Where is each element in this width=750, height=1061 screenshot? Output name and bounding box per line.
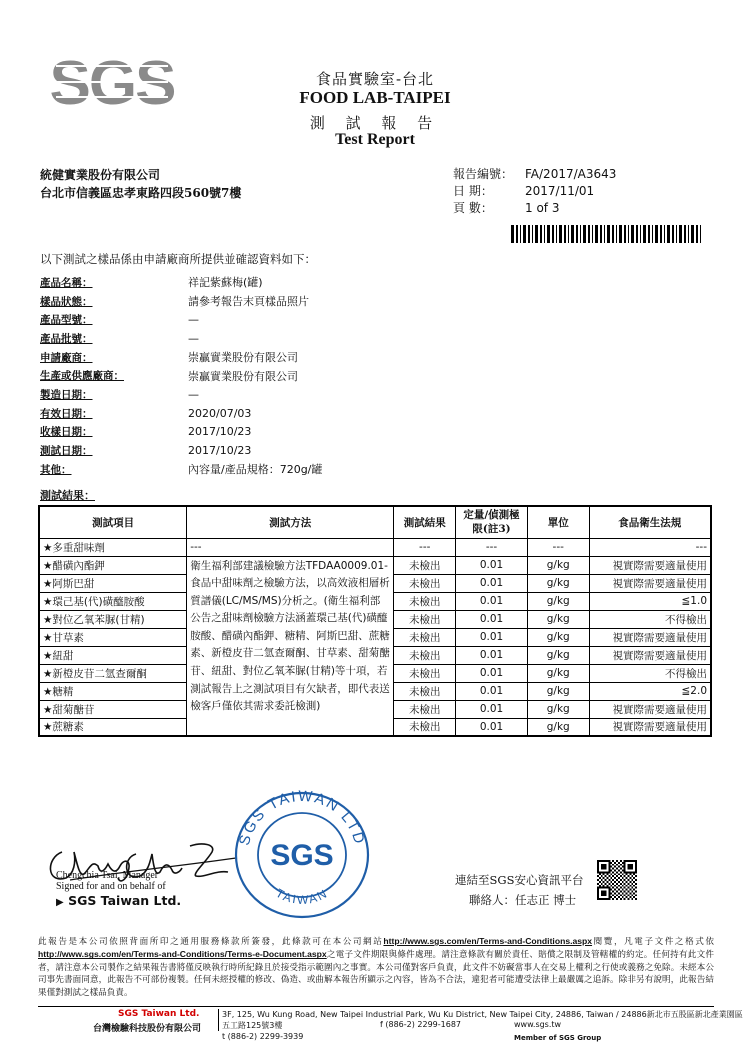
results-label: 測試結果： bbox=[40, 489, 95, 502]
report-title-zh: 測 試 報 告 bbox=[309, 114, 441, 132]
meta-key: 日 期： bbox=[453, 184, 493, 198]
footer-separator bbox=[218, 1009, 219, 1031]
info-key: 樣品狀態： bbox=[40, 295, 93, 308]
cell-item: ★甘草素 bbox=[39, 628, 187, 646]
report-meta bbox=[453, 166, 616, 217]
sgs-taiwan-stamp bbox=[226, 783, 376, 923]
info-value: 2017/10/23 bbox=[188, 444, 252, 458]
cell-item: ★對位乙氧苯脲(甘精) bbox=[39, 610, 187, 628]
cell-loq: --- bbox=[456, 538, 528, 556]
info-value: 請參考報告末頁樣品照片 bbox=[188, 295, 309, 309]
cell-item: ★甜菊醣苷 bbox=[39, 700, 187, 718]
info-key: 其他： bbox=[40, 463, 72, 476]
signatory-company-text: SGS Taiwan Ltd. bbox=[68, 893, 182, 908]
signatory-block bbox=[56, 870, 166, 892]
footer-company-zh: 台灣檢驗科技股份有限公司 bbox=[93, 1024, 202, 1034]
footer-website[interactable]: www.sgs.tw bbox=[514, 1020, 562, 1029]
signatory-company bbox=[56, 893, 181, 908]
qr-code[interactable] bbox=[597, 860, 637, 900]
barcode-image bbox=[511, 225, 703, 243]
footer-address-block bbox=[222, 1009, 750, 1042]
client-block bbox=[40, 166, 241, 202]
terms-e-document-link[interactable]: http://www.sgs.com/en/Terms-and-Conditions/Terms-e-Document.aspx bbox=[38, 949, 327, 960]
cell-unit: g/kg bbox=[527, 664, 589, 682]
cell-result: 未檢出 bbox=[394, 556, 456, 574]
cell-loq: 0.01 bbox=[456, 610, 528, 628]
cell-loq: 0.01 bbox=[456, 646, 528, 664]
cell-standard: 視實際需要適量使用 bbox=[589, 574, 711, 592]
cell-standard: 視實際需要適量使用 bbox=[589, 718, 711, 736]
svg-text:SGS: SGS bbox=[49, 49, 175, 118]
sgs-arrow-icon: ▶ bbox=[56, 897, 64, 908]
meta-row-report-no bbox=[453, 166, 616, 183]
header-unit: 單位 bbox=[527, 506, 589, 538]
stamp-ring-top: SGS TAIWAN LTD bbox=[235, 787, 369, 848]
info-value: — bbox=[188, 387, 199, 401]
info-row bbox=[40, 292, 322, 311]
info-row bbox=[40, 404, 322, 423]
meta-value: 2017/11/01 bbox=[525, 184, 595, 198]
cell-loq: 0.01 bbox=[456, 628, 528, 646]
cell-standard: --- bbox=[589, 538, 711, 556]
info-key: 申請廠商： bbox=[40, 351, 93, 364]
cell-standard: 不得檢出 bbox=[589, 610, 711, 628]
cell-result: 未檢出 bbox=[394, 682, 456, 700]
stamp-center: SGS bbox=[270, 839, 334, 872]
cell-unit: g/kg bbox=[527, 700, 589, 718]
meta-key: 頁 數： bbox=[453, 201, 493, 215]
cell-method-text: 衛生福利部建議檢驗方法TFDAA0009.01-食品中甜味劑之檢驗方法，以高效液相層析質譜儀(LC/MS/MS)分析之。(衛生福利部公告之甜味劑檢驗方法涵蓋環己基(代)磺醯胺酸、醋磺內酯鉀、糖精、阿斯巴甜、蔗糖素、新橙皮苷二氫查爾酮、甘草素、甜菊醣苷、紐甜、對位乙氧苯脲(甘精)等十項，若測試報告上之測試項目有欠缺者，即代表送檢客戶僅依其需求委託檢測) bbox=[187, 556, 394, 736]
stamp-ring-bottom: TAIWAN bbox=[273, 885, 331, 907]
signatory-name: Chengchia Tsai, Manager bbox=[56, 870, 159, 881]
footer-address: 3F, 125, Wu Kung Road, New Taipei Industrial Park, Wu Ku District, New Taipei City, 24886, Taiwan / 24886新北市五股區新北產業園區五工路125號3樓 bbox=[222, 1010, 743, 1030]
contact-person: 聯絡人：任志正 博士 bbox=[469, 893, 577, 907]
cell-unit: g/kg bbox=[527, 556, 589, 574]
info-row bbox=[40, 441, 322, 460]
info-value: 2017/10/23 bbox=[188, 425, 252, 439]
cell-standard: 視實際需要適量使用 bbox=[589, 628, 711, 646]
table-row bbox=[39, 556, 711, 574]
header-loq: 定量/偵測極限(註3) bbox=[456, 506, 528, 538]
info-value: 內容量/產品規格：720g/罐 bbox=[188, 463, 323, 477]
info-value: — bbox=[188, 331, 199, 345]
meta-row-pages bbox=[453, 200, 616, 217]
cell-result: --- bbox=[394, 538, 456, 556]
cell-result: 未檢出 bbox=[394, 628, 456, 646]
info-key: 產品批號： bbox=[40, 332, 93, 345]
cell-item: ★新橙皮苷二氫查爾酮 bbox=[39, 664, 187, 682]
cell-result: 未檢出 bbox=[394, 718, 456, 736]
report-title-en: Test Report bbox=[335, 131, 415, 148]
cell-item: ★醋磺內酯鉀 bbox=[39, 556, 187, 574]
cell-loq: 0.01 bbox=[456, 700, 528, 718]
cell-loq: 0.01 bbox=[456, 556, 528, 574]
table-row-group bbox=[39, 538, 711, 556]
client-address: 台北市信義區忠孝東路四段560號7樓 bbox=[40, 186, 242, 200]
disclaimer-part: 之電子文件期限與條件處理。請注意條款有關於責任、賠償之限制及管轄權的約定。任何持有此文件者，請注意本公司製作之結果報告書將僅反映執行時所紀錄且於接受指示範圍內之事實。本公司僅對客戶負責，此文件不妨礙當事人在交易上權利之行使或義務之免除。未經本公司事先書面同意，此報告不可部份複製。任何未經授權的修改、偽造、或曲解本報告所顯示之內容，皆為不合法，違犯者可能遭受法律上最嚴厲之追訴。除非另有說明，此報告結果僅對測試之樣品負責。 bbox=[38, 950, 714, 998]
cell-item: ★環己基(代)磺醯胺酸 bbox=[39, 592, 187, 610]
info-row bbox=[40, 273, 322, 292]
info-row bbox=[40, 366, 322, 385]
cell-loq: 0.01 bbox=[456, 592, 528, 610]
info-value: 崇贏實業股份有限公司 bbox=[188, 351, 298, 365]
info-row bbox=[40, 329, 322, 348]
footer-fax: f (886-2) 2299-1687 bbox=[380, 1020, 461, 1029]
svg-text:TAIWAN bbox=[273, 886, 330, 907]
info-row bbox=[40, 348, 322, 367]
info-value: 祥記紫蘇梅(罐) bbox=[188, 276, 263, 290]
cell-item: ★蔗糖素 bbox=[39, 718, 187, 736]
info-key: 有效日期： bbox=[40, 407, 93, 420]
cell-unit: g/kg bbox=[527, 610, 589, 628]
header-item: 測試項目 bbox=[39, 506, 187, 538]
cell-loq: 0.01 bbox=[456, 718, 528, 736]
header-method: 測試方法 bbox=[187, 506, 394, 538]
cell-unit: g/kg bbox=[527, 592, 589, 610]
info-key: 產品型號： bbox=[40, 314, 93, 327]
intro-text: 以下測試之樣品係由申請廠商所提供並確認資料如下： bbox=[40, 252, 316, 266]
header-result: 測試結果 bbox=[394, 506, 456, 538]
footer-company-en: SGS Taiwan Ltd. bbox=[118, 1009, 200, 1019]
meta-value: 1 of 3 bbox=[525, 201, 560, 215]
cell-result: 未檢出 bbox=[394, 592, 456, 610]
cell-result: 未檢出 bbox=[394, 646, 456, 664]
cell-standard: 視實際需要適量使用 bbox=[589, 646, 711, 664]
cell-item: ★糖精 bbox=[39, 682, 187, 700]
info-row bbox=[40, 385, 322, 404]
info-key: 製造日期： bbox=[40, 388, 93, 401]
info-value: 崇贏實業股份有限公司 bbox=[188, 369, 298, 383]
sample-info-list bbox=[40, 273, 322, 479]
cell-unit: --- bbox=[527, 538, 589, 556]
cell-result: 未檢出 bbox=[394, 610, 456, 628]
signed-on-behalf: Signed for and on behalf of bbox=[56, 881, 166, 892]
cell-item: ★紐甜 bbox=[39, 646, 187, 664]
info-key: 生產或供應廠商： bbox=[40, 370, 124, 383]
cell-method: --- bbox=[187, 538, 394, 556]
terms-link[interactable]: http://www.sgs.com/en/Terms-and-Conditions.aspx bbox=[383, 936, 593, 946]
cell-unit: g/kg bbox=[527, 628, 589, 646]
info-row bbox=[40, 310, 322, 329]
footer-divider bbox=[38, 1006, 714, 1007]
sgs-logo bbox=[49, 49, 175, 118]
lab-title-zh: 食品實驗室-台北 bbox=[315, 70, 435, 88]
cell-item: ★多重甜味劑 bbox=[39, 538, 187, 556]
cell-unit: g/kg bbox=[527, 574, 589, 592]
cell-item: ★阿斯巴甜 bbox=[39, 574, 187, 592]
cell-result: 未檢出 bbox=[394, 664, 456, 682]
table-header-row bbox=[39, 506, 711, 538]
client-name: 統健實業股份有限公司 bbox=[40, 168, 161, 182]
meta-row-date bbox=[453, 183, 616, 200]
meta-value: FA/2017/A3643 bbox=[525, 167, 617, 181]
info-key: 收樣日期： bbox=[40, 426, 93, 439]
info-value: 2020/07/03 bbox=[188, 406, 252, 420]
cell-standard: 視實際需要適量使用 bbox=[589, 556, 711, 574]
platform-link[interactable]: 連結至SGS安心資訊平台 bbox=[455, 873, 584, 887]
cell-loq: 0.01 bbox=[456, 682, 528, 700]
info-row bbox=[40, 460, 322, 479]
cell-result: 未檢出 bbox=[394, 574, 456, 592]
contact-block bbox=[455, 870, 583, 910]
cell-result: 未檢出 bbox=[394, 700, 456, 718]
cell-standard: ≦2.0 bbox=[589, 682, 711, 700]
info-key: 測試日期： bbox=[40, 445, 93, 458]
cell-standard: ≦1.0 bbox=[589, 592, 711, 610]
cell-loq: 0.01 bbox=[456, 574, 528, 592]
cell-unit: g/kg bbox=[527, 682, 589, 700]
results-table bbox=[38, 505, 712, 737]
info-row bbox=[40, 423, 322, 442]
disclaimer-text bbox=[38, 935, 714, 999]
header-standard: 食品衛生法規 bbox=[589, 506, 711, 538]
cell-unit: g/kg bbox=[527, 718, 589, 736]
lab-title-en: FOOD LAB-TAIPEI bbox=[299, 88, 451, 107]
meta-key: 報告編號： bbox=[453, 167, 514, 181]
footer-tel: t (886-2) 2299-3939 bbox=[222, 1032, 304, 1041]
cell-standard: 視實際需要適量使用 bbox=[589, 700, 711, 718]
disclaimer-part: 閱覽，凡電子文件之格式依 bbox=[592, 937, 714, 947]
cell-unit: g/kg bbox=[527, 646, 589, 664]
info-key: 產品名稱： bbox=[40, 276, 93, 289]
footer-member: Member of SGS Group bbox=[514, 1034, 602, 1042]
cell-standard: 不得檢出 bbox=[589, 664, 711, 682]
cell-loq: 0.01 bbox=[456, 664, 528, 682]
info-value: — bbox=[188, 313, 199, 327]
disclaimer-part: 此報告是本公司依照背面所印之通用服務條款所簽發，此條款可在本公司網站 bbox=[38, 937, 384, 947]
